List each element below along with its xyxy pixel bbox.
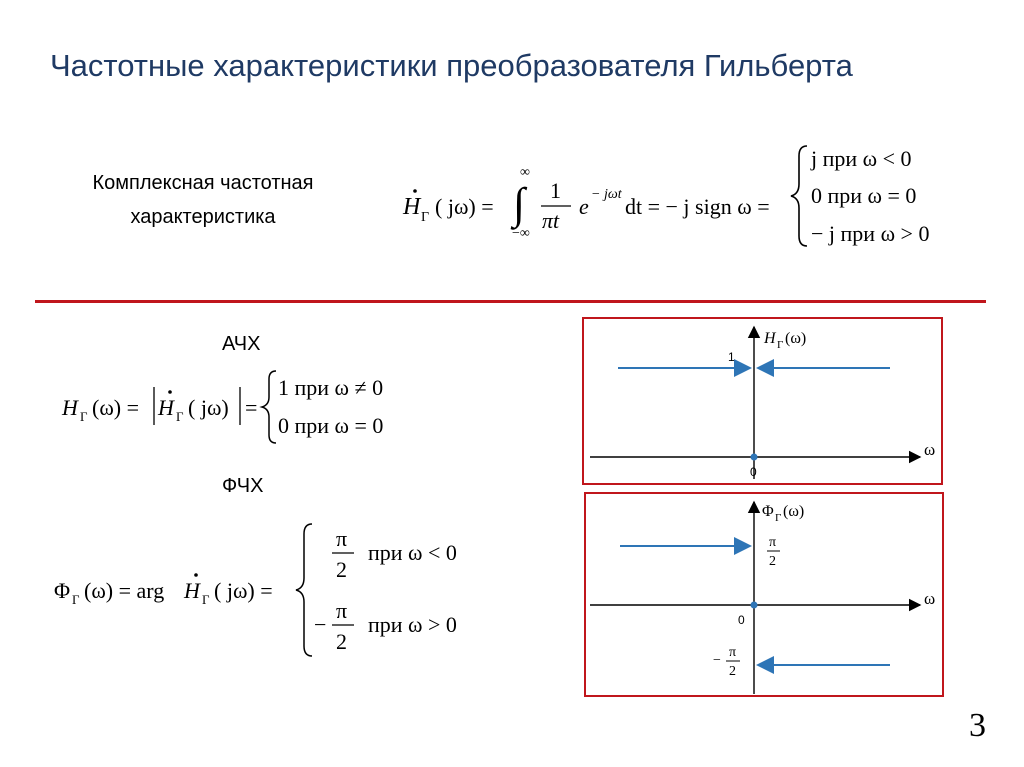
phase-case2-cond: при ω > 0 (368, 612, 457, 637)
formula-rhs: dt = − j sign ω = (625, 194, 770, 219)
phase-mid-symbol: H (184, 578, 200, 603)
dot-accent (168, 390, 172, 394)
case-3: − j при ω > 0 (811, 221, 930, 246)
amplitude-chart (584, 319, 941, 483)
amp-mid-symbol: H (158, 395, 174, 420)
integral-lower: −∞ (512, 226, 530, 241)
origin-label: 0 (750, 465, 757, 479)
y-axis-label: H (764, 330, 776, 347)
phase-mid-arg: ( jω) = (214, 578, 273, 603)
dot-accent (194, 573, 198, 577)
phase-formula (50, 520, 500, 660)
phase-lhs-sub: Г (72, 592, 80, 607)
integral-upper: ∞ (520, 165, 530, 180)
y-axis-label-arg: (ω) (785, 330, 807, 347)
formula-h-arg: ( jω) = (435, 194, 494, 219)
phase-case2-sign: − (314, 612, 327, 637)
phase-mid-sub: Г (202, 592, 210, 607)
origin-point (751, 602, 758, 609)
origin-label: 0 (738, 613, 745, 627)
cases-brace (791, 146, 807, 246)
amp-lhs-symbol: H (62, 395, 78, 420)
case-2: 0 при ω = 0 (811, 183, 917, 208)
y-axis-label-sub: Г (777, 339, 784, 351)
frac-numerator: 1 (550, 178, 561, 203)
amp-case-1: 1 при ω ≠ 0 (278, 375, 384, 400)
exp-power: − jωt (591, 187, 622, 202)
amp-case-2: 0 при ω = 0 (278, 413, 384, 438)
formula-h-symbol: H (403, 194, 421, 220)
amp-mid-arg: ( jω) (188, 395, 229, 420)
amplitude-heading: АЧХ (222, 333, 261, 355)
exp-base: e (579, 194, 589, 219)
section-divider (35, 300, 986, 303)
formula-h-subscript: Г (421, 210, 430, 225)
amp-lhs-arg: (ω) = (92, 395, 140, 420)
phase-lhs-symbol: Φ (54, 578, 71, 603)
case-1: j при ω < 0 (811, 146, 912, 171)
amp-cases-brace (262, 371, 276, 443)
page-number: 3 (969, 707, 986, 744)
y-tick-neg-sign: − (713, 653, 721, 668)
amp-eq: = (245, 395, 258, 420)
phase-case1-num: π (336, 526, 348, 551)
y-tick-neg-den: 2 (729, 664, 736, 679)
amp-lhs-sub: Г (80, 409, 88, 424)
y-tick-pos-den: 2 (769, 554, 776, 569)
y-axis-label-arg: (ω) (783, 503, 805, 520)
origin-point (751, 454, 758, 461)
y-tick-pos-num: π (769, 535, 777, 550)
dot-accent (413, 189, 417, 193)
x-axis-label: ω (924, 589, 936, 608)
complex-response-formula (395, 132, 985, 262)
phase-heading: ФЧХ (222, 475, 264, 497)
phase-chart (586, 494, 942, 695)
amp-mid-sub: Г (176, 409, 184, 424)
integral-sign: ∫ (513, 179, 526, 228)
phase-lhs-arg: (ω) = arg (84, 578, 165, 603)
phase-chart-frame (584, 492, 944, 697)
y-axis-label-sub: Г (775, 512, 782, 524)
complex-label-line1: Комплексная частотная (92, 172, 314, 194)
amplitude-chart-frame (582, 317, 943, 485)
y-tick-label: 1 (728, 350, 735, 364)
phase-cases-brace (296, 524, 312, 656)
phase-case2-den: 2 (336, 629, 347, 654)
complex-response-label (58, 166, 348, 234)
phase-case2-num: π (336, 598, 348, 623)
complex-label-line2: характеристика (130, 206, 276, 228)
y-axis-label: Φ (762, 503, 774, 520)
x-axis-label: ω (924, 440, 936, 459)
phase-case1-den: 2 (336, 557, 347, 582)
slide-title: Частотные характеристики преобразователя Гильберта (50, 48, 853, 83)
amplitude-formula (58, 365, 418, 445)
y-tick-neg-num: π (729, 645, 737, 660)
frac-denominator: πt (542, 208, 560, 233)
phase-case1-cond: при ω < 0 (368, 540, 457, 565)
